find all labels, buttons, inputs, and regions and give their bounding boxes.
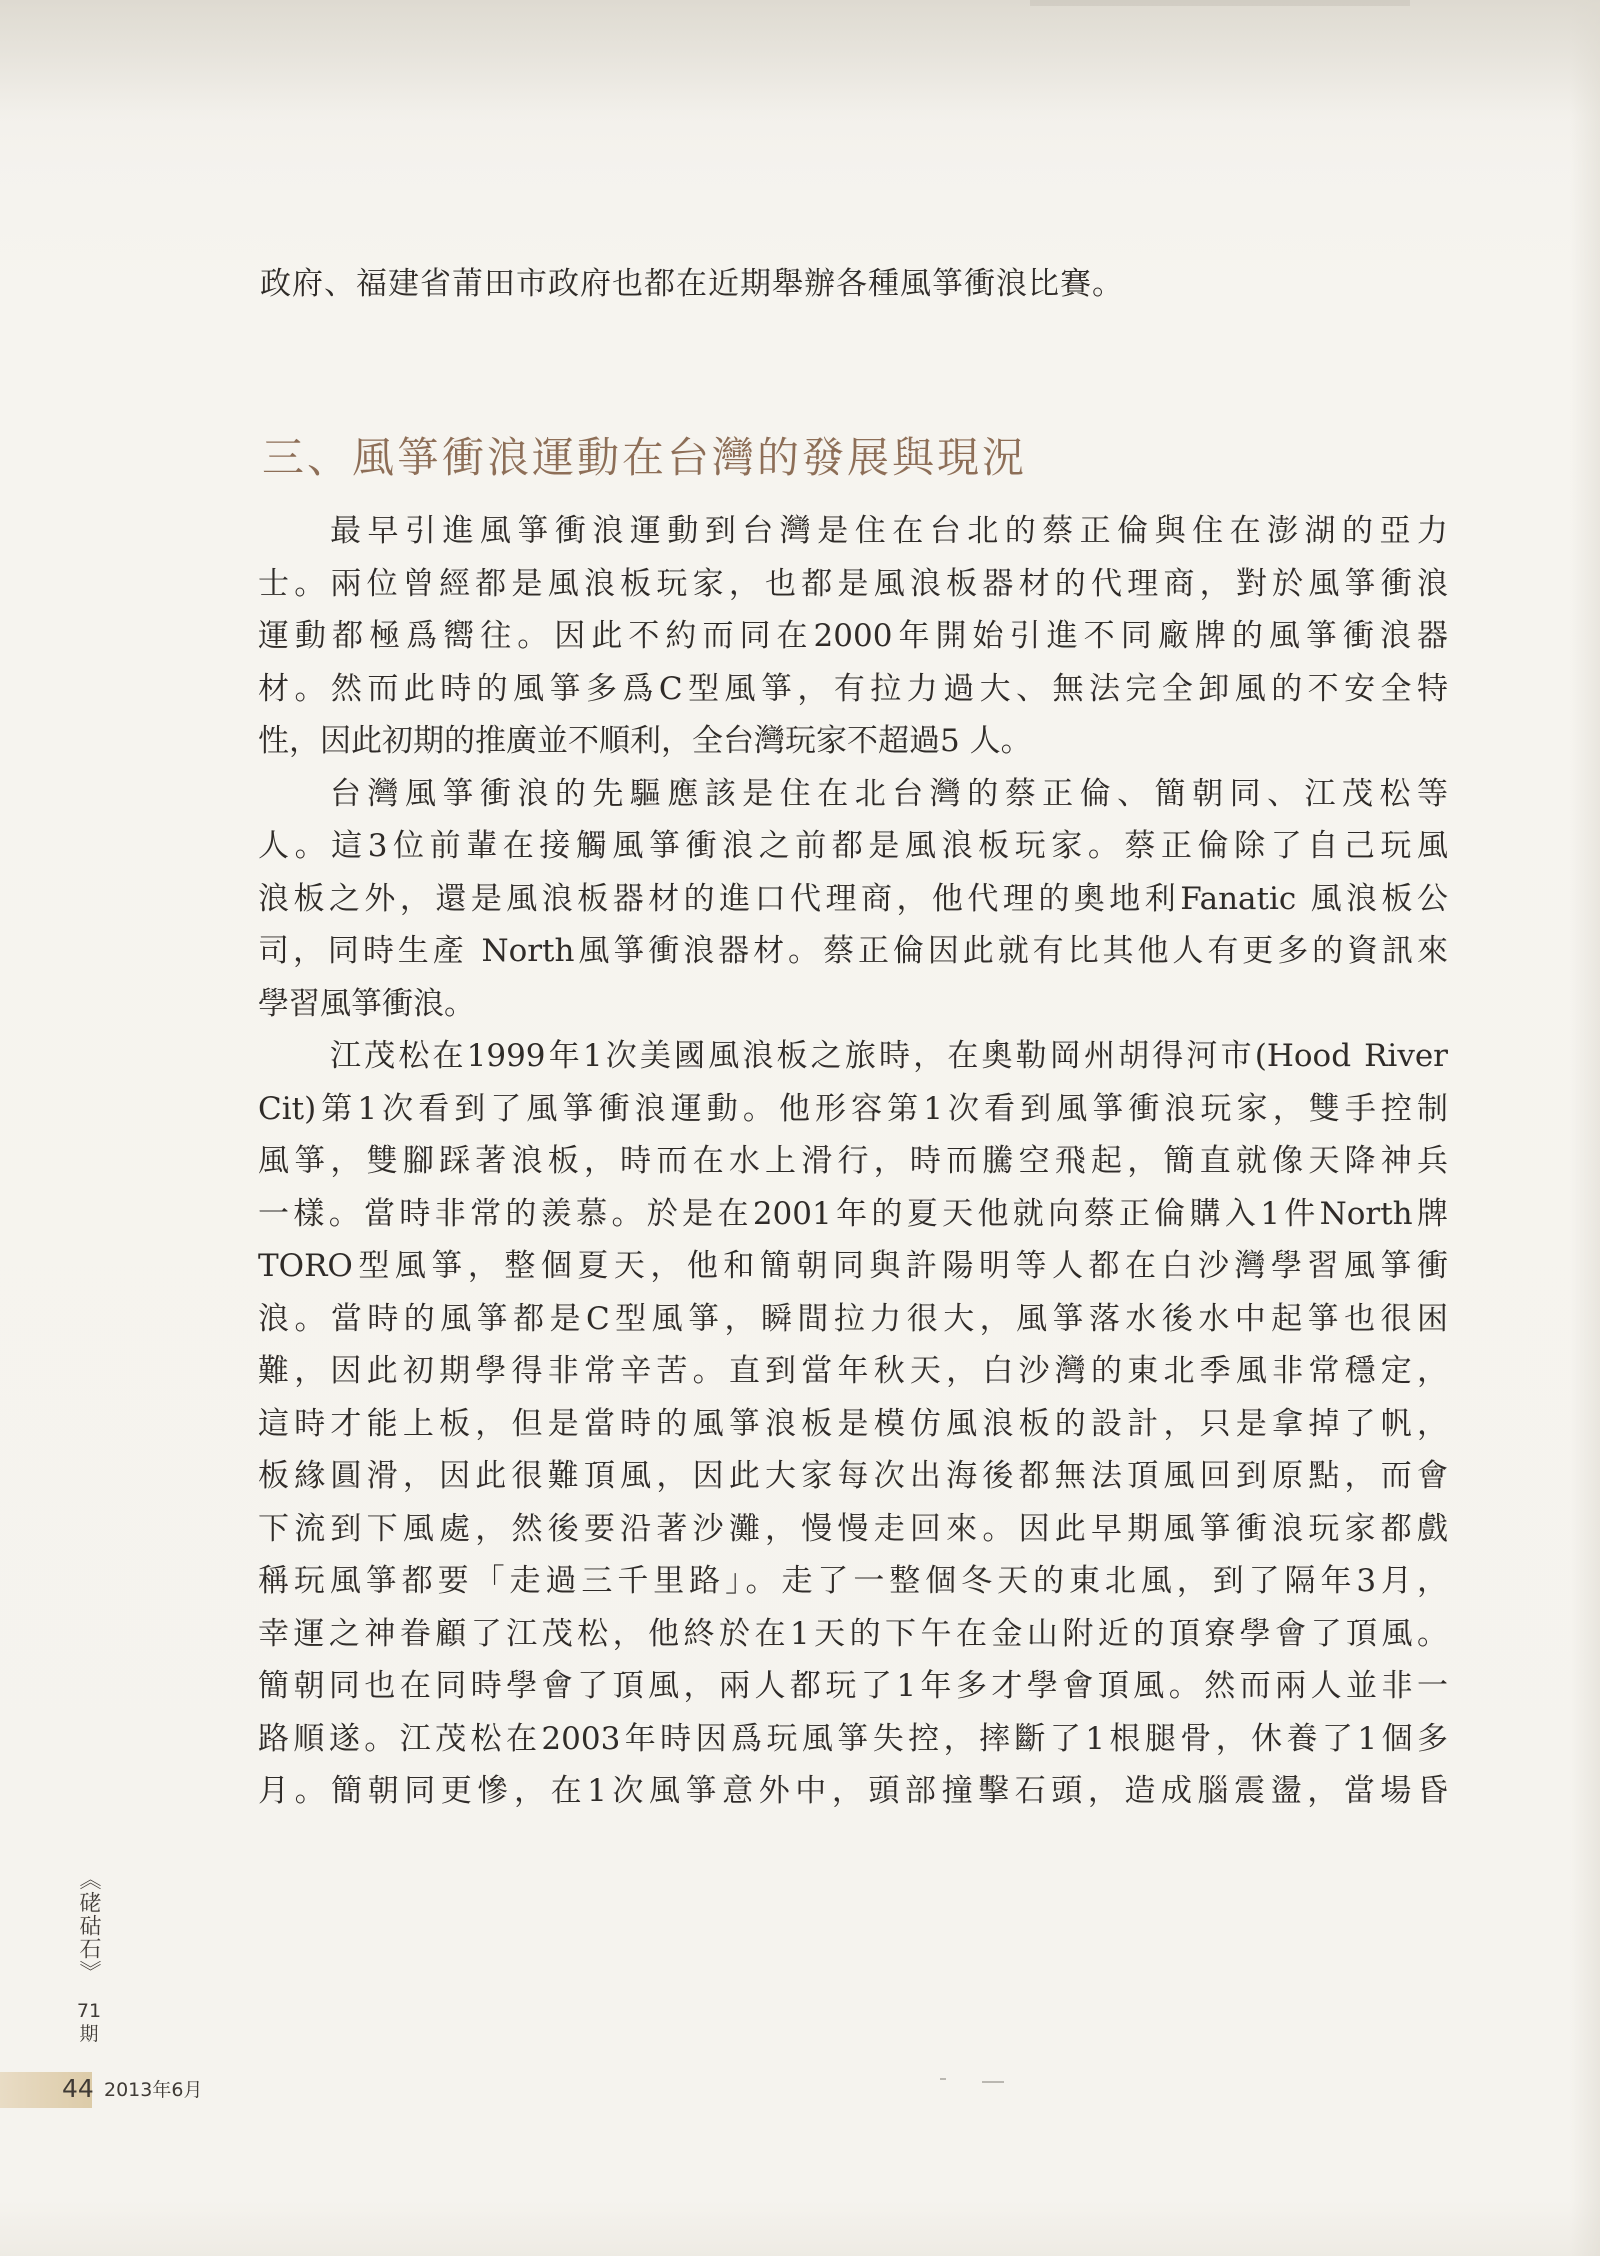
text-line: 浪板之外，還是風浪板器材的進口代理商，他代理的奧地利Fanatic 風浪板公 bbox=[258, 880, 1448, 917]
paragraph-2 bbox=[258, 768, 1448, 1031]
journal-title: 《硓𥑮石》 bbox=[76, 1868, 101, 1983]
text-line: 性，因此初期的推廣並不順利，全台灣玩家不超過5 人。 bbox=[258, 723, 1032, 759]
paragraph-3 bbox=[258, 1030, 1448, 1818]
text-line: 浪。當時的風箏都是C型風箏，瞬間拉力很大，風箏落水後水中起箏也很困 bbox=[258, 1300, 1448, 1337]
issue-date: 2013年6月 bbox=[104, 2079, 203, 2101]
text-line: 月。簡朝同更慘，在1次風箏意外中，頭部撞擊石頭，造成腦震盪，當場昏 bbox=[258, 1773, 1448, 1809]
text-line: 風箏，雙腳踩著浪板，時而在水上滑行，時而騰空飛起，簡直就像天降神兵 bbox=[258, 1143, 1448, 1179]
section-heading: 三、風箏衝浪運動在台灣的發展與現況 bbox=[262, 433, 1028, 482]
text-line: 一樣。當時非常的羨慕。於是在2001年的夏天他就向蔡正倫購入1件North牌 bbox=[258, 1195, 1448, 1232]
text-line: 下流到下風處，然後要沿著沙灘，慢慢走回來。因此早期風箏衝浪玩家都戲 bbox=[258, 1510, 1448, 1547]
text-line: 司，同時生產 North風箏衝浪器材。蔡正倫因此就有比其他人有更多的資訊來 bbox=[258, 933, 1448, 969]
text-line: 稱玩風箏都要「走過三千里路」。走了一整個冬天的東北風，到了隔年3月， bbox=[258, 1563, 1448, 1599]
top-bleed-mark bbox=[1030, 0, 1410, 6]
issue-number: 71期 bbox=[76, 2000, 102, 2045]
text-line: 簡朝同也在同時學會了頂風，兩人都玩了1年多才學會頂風。然而兩人並非一 bbox=[258, 1668, 1448, 1704]
text-line: 最早引進風箏衝浪運動到台灣是住在台北的蔡正倫與住在澎湖的亞力 bbox=[330, 513, 1448, 549]
top-scan-shadow bbox=[0, 0, 1600, 165]
text-line: 運動都極爲嚮往。因此不約而同在2000年開始引進不同廠牌的風箏衝浪器 bbox=[258, 618, 1448, 654]
text-line: 板緣圓滑，因此很難頂風，因此大家每次出海後都無法頂風回到原點，而會 bbox=[258, 1458, 1448, 1494]
text-line: 路順遂。江茂松在2003年時因爲玩風箏失控，摔斷了1根腿骨，休養了1個多 bbox=[258, 1720, 1448, 1757]
page-number: 44 bbox=[62, 2074, 94, 2103]
scan-speck bbox=[982, 2081, 1004, 2083]
text-line: TORO型風箏，整個夏天，他和簡朝同與許陽明等人都在白沙灣學習風箏衝 bbox=[258, 1248, 1448, 1284]
text-line: 這時才能上板，但是當時的風箏浪板是模仿風浪板的設計，只是拿掉了帆， bbox=[258, 1405, 1448, 1442]
text-line: 士。兩位曾經都是風浪板玩家，也都是風浪板器材的代理商，對於風箏衝浪 bbox=[258, 565, 1448, 602]
text-line: 台灣風箏衝浪的先驅應該是住在北台灣的蔡正倫、簡朝同、江茂松等 bbox=[330, 775, 1448, 812]
text-line: 江茂松在1999年1次美國風浪板之旅時，在奧勒岡州胡得河市(Hood River bbox=[330, 1038, 1448, 1074]
text-line: 材。然而此時的風箏多爲C型風箏，有拉力過大、無法完全卸風的不安全特 bbox=[258, 670, 1448, 707]
intro-line: 政府、福建省莆田市政府也都在近期舉辦各種風箏衝浪比賽。 bbox=[260, 266, 1124, 302]
text-line: 人。這3位前輩在接觸風箏衝浪之前都是風浪板玩家。蔡正倫除了自己玩風 bbox=[258, 828, 1448, 864]
text-line: Cit)第1次看到了風箏衝浪運動。他形容第1次看到風箏衝浪玩家，雙手控制 bbox=[258, 1090, 1448, 1127]
paragraph-1 bbox=[258, 505, 1448, 768]
text-line: 學習風箏衝浪。 bbox=[258, 985, 475, 1022]
article-body bbox=[258, 505, 1448, 1818]
text-line: 幸運之神眷顧了江茂松，他終於在1天的下午在金山附近的頂寮學會了頂風。 bbox=[258, 1615, 1448, 1652]
right-page-edge bbox=[1570, 0, 1600, 2256]
text-line: 難，因此初期學得非常辛苦。直到當年秋天，白沙灣的東北季風非常穩定， bbox=[258, 1353, 1448, 1389]
scan-speck bbox=[940, 2078, 946, 2080]
